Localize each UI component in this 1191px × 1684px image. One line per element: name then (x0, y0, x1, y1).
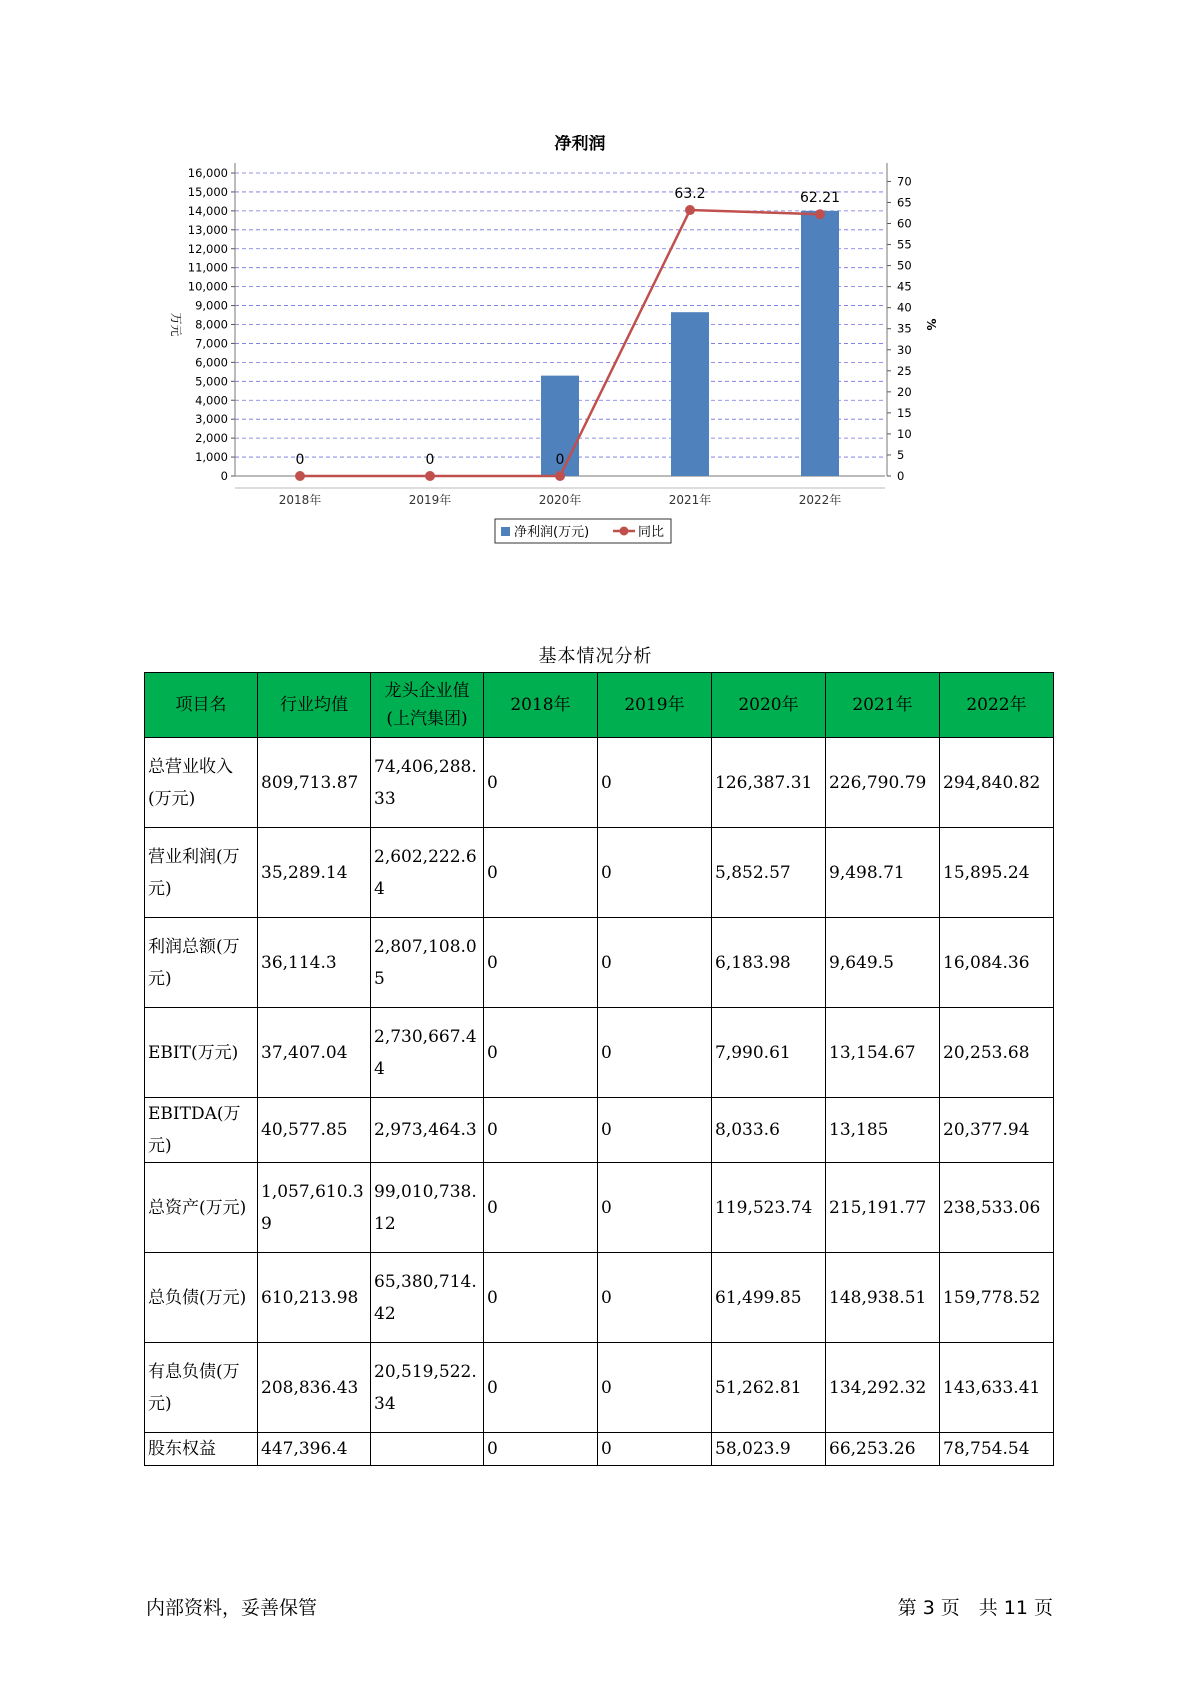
y2-tick-label: 30 (897, 342, 912, 357)
table-header-row (145, 673, 1054, 738)
value-cell: 99,010,738.12 (371, 1163, 484, 1253)
value-cell: 16,084.36 (940, 918, 1054, 1008)
value-cell: 6,183.98 (712, 918, 826, 1008)
y2-tick-label: 10 (897, 426, 912, 441)
confidential-note: 内部资料，妥善保管 (146, 1597, 318, 1619)
value-cell: 58,023.9 (712, 1433, 826, 1466)
value-cell: 1,057,610.39 (258, 1163, 371, 1253)
y2-tick-label: 40 (897, 300, 912, 315)
value-cell: 2,973,464.3 (371, 1098, 484, 1163)
table-row (145, 1253, 1054, 1343)
y-tick-label: 11,000 (187, 260, 228, 275)
value-cell: 0 (484, 738, 598, 828)
table-row (145, 1343, 1054, 1433)
value-cell: 0 (598, 738, 712, 828)
value-cell: 20,253.68 (940, 1008, 1054, 1098)
page-suffix: 页 (1033, 1597, 1053, 1619)
column-header: 龙头企业值(上汽集团) (371, 673, 484, 738)
column-header: 2022年 (940, 673, 1054, 738)
y2-tick-label: 0 (897, 469, 905, 483)
table-row (145, 1008, 1054, 1098)
y-tick-label: 4,000 (195, 393, 228, 408)
page-indicator (892, 1593, 1053, 1620)
value-cell: 61,499.85 (712, 1253, 826, 1343)
value-cell: 2,602,222.64 (371, 828, 484, 918)
value-cell: 0 (484, 828, 598, 918)
row-label-cell: 总营业收入(万元) (145, 738, 258, 828)
column-header: 2021年 (826, 673, 940, 738)
value-cell: 0 (484, 918, 598, 1008)
column-header: 行业均值 (258, 673, 371, 738)
y2-tick-label: 55 (897, 237, 912, 252)
row-label-cell: 营业利润(万元) (145, 828, 258, 918)
y-tick-label: 16,000 (187, 166, 228, 180)
bar (801, 211, 839, 476)
value-cell: 65,380,714.42 (371, 1253, 484, 1343)
y2-tick-label: 5 (897, 447, 905, 462)
column-header: 2020年 (712, 673, 826, 738)
y-tick-label: 8,000 (195, 317, 228, 332)
y2-tick-label: 65 (897, 195, 912, 210)
row-label-cell: 股东权益 (145, 1433, 258, 1466)
value-cell: 8,033.6 (712, 1098, 826, 1163)
value-cell: 143,633.41 (940, 1343, 1054, 1433)
legend-bar-swatch (501, 527, 510, 536)
y2-tick-label: 15 (897, 405, 912, 420)
x-tick-label: 2019年 (408, 493, 452, 507)
value-cell: 9,498.71 (826, 828, 940, 918)
value-cell: 2,807,108.05 (371, 918, 484, 1008)
y-axis-label: 万元 (169, 312, 183, 337)
page-prefix: 第 (897, 1597, 917, 1619)
yoy-data-label: 62.21 (799, 190, 841, 207)
value-cell: 5,852.57 (712, 828, 826, 918)
table-row (145, 1098, 1054, 1163)
y-tick-label: 2,000 (195, 431, 228, 446)
value-cell: 9,649.5 (826, 918, 940, 1008)
value-cell: 215,191.77 (826, 1163, 940, 1253)
y2-axis-label: % (924, 318, 938, 331)
chart-canvas (160, 135, 1060, 595)
value-cell: 0 (598, 1008, 712, 1098)
value-cell: 13,185 (826, 1098, 940, 1163)
value-cell: 0 (598, 828, 712, 918)
yoy-point (555, 471, 565, 481)
y-tick-label: 10,000 (187, 279, 228, 294)
table-row (145, 918, 1054, 1008)
value-cell: 126,387.31 (712, 738, 826, 828)
value-cell: 226,790.79 (826, 738, 940, 828)
y-tick-label: 1,000 (195, 450, 228, 465)
row-label-cell: 总资产(万元) (145, 1163, 258, 1253)
value-cell: 0 (598, 918, 712, 1008)
value-cell: 13,154.67 (826, 1008, 940, 1098)
value-cell: 134,292.32 (826, 1343, 940, 1433)
page-mid: 页 共 (940, 1597, 998, 1619)
column-header: 2019年 (598, 673, 712, 738)
value-cell: 208,836.43 (258, 1343, 371, 1433)
row-label-cell: EBITDA(万元) (145, 1098, 258, 1163)
yoy-point (425, 471, 435, 481)
x-tick-label: 2020年 (538, 493, 582, 507)
value-cell: 78,754.54 (940, 1433, 1054, 1466)
y-tick-label: 13,000 (187, 222, 228, 237)
yoy-data-label: 0 (425, 452, 435, 468)
value-cell (371, 1433, 484, 1466)
x-tick-label: 2021年 (668, 493, 712, 507)
yoy-point (815, 209, 825, 219)
y2-tick-label: 60 (897, 216, 912, 231)
value-cell: 447,396.4 (258, 1433, 371, 1466)
value-cell: 148,938.51 (826, 1253, 940, 1343)
table-row (145, 738, 1054, 828)
y2-tick-label: 20 (897, 384, 912, 399)
y-tick-label: 6,000 (195, 355, 228, 370)
y2-tick-label: 70 (897, 174, 912, 189)
y2-tick-label: 50 (897, 258, 912, 273)
y-tick-label: 9,000 (195, 298, 228, 313)
table-caption: 基本情况分析 (538, 646, 653, 667)
row-label-cell: EBIT(万元) (145, 1008, 258, 1098)
value-cell: 0 (484, 1163, 598, 1253)
value-cell: 0 (598, 1098, 712, 1163)
value-cell: 40,577.85 (258, 1098, 371, 1163)
value-cell: 0 (484, 1008, 598, 1098)
y-tick-label: 3,000 (195, 412, 228, 427)
row-label-cell: 利润总额(万元) (145, 918, 258, 1008)
column-header: 2018年 (484, 673, 598, 738)
y-tick-label: 7,000 (195, 336, 228, 351)
yoy-data-label: 63.2 (674, 186, 706, 203)
value-cell: 20,377.94 (940, 1098, 1054, 1163)
value-cell: 51,262.81 (712, 1343, 826, 1433)
chart-title: 净利润 (554, 135, 606, 154)
value-cell: 809,713.87 (258, 738, 371, 828)
value-cell: 20,519,522.34 (371, 1343, 484, 1433)
value-cell: 35,289.14 (258, 828, 371, 918)
y2-tick-label: 35 (897, 321, 912, 336)
value-cell: 0 (598, 1433, 712, 1466)
basic-analysis-table (144, 672, 1054, 1466)
y-tick-label: 0 (220, 469, 228, 483)
legend-bar-label: 净利润(万元) (514, 525, 590, 540)
value-cell: 0 (484, 1433, 598, 1466)
value-cell: 0 (598, 1163, 712, 1253)
y2-tick-label: 45 (897, 279, 912, 294)
value-cell: 0 (598, 1343, 712, 1433)
value-cell: 0 (598, 1253, 712, 1343)
value-cell: 610,213.98 (258, 1253, 371, 1343)
yoy-data-label: 0 (555, 452, 565, 468)
value-cell: 159,778.52 (940, 1253, 1054, 1343)
y-tick-label: 14,000 (187, 203, 228, 218)
yoy-point (685, 205, 695, 215)
bar (671, 312, 709, 476)
page-current: 3 (922, 1597, 935, 1619)
row-label-cell: 有息负债(万元) (145, 1343, 258, 1433)
page-total: 11 (1003, 1597, 1028, 1619)
value-cell: 7,990.61 (712, 1008, 826, 1098)
x-tick-label: 2018年 (278, 493, 322, 507)
value-cell: 238,533.06 (940, 1163, 1054, 1253)
value-cell: 119,523.74 (712, 1163, 826, 1253)
legend-line-label: 同比 (638, 525, 665, 540)
y-tick-label: 5,000 (195, 374, 228, 389)
value-cell: 37,407.04 (258, 1008, 371, 1098)
value-cell: 36,114.3 (258, 918, 371, 1008)
x-tick-label: 2022年 (798, 493, 842, 507)
value-cell: 74,406,288.33 (371, 738, 484, 828)
y-tick-label: 15,000 (187, 184, 228, 199)
table-row (145, 1433, 1054, 1466)
table-row (145, 828, 1054, 918)
y2-tick-label: 25 (897, 363, 912, 378)
value-cell: 15,895.24 (940, 828, 1054, 918)
row-label-cell: 总负债(万元) (145, 1253, 258, 1343)
value-cell: 0 (484, 1343, 598, 1433)
column-header: 项目名 (145, 673, 258, 738)
table-row (145, 1163, 1054, 1253)
legend-line-marker (620, 527, 629, 536)
value-cell: 0 (484, 1098, 598, 1163)
value-cell: 2,730,667.44 (371, 1008, 484, 1098)
net-profit-chart (160, 135, 1060, 595)
y-tick-label: 12,000 (187, 241, 228, 256)
value-cell: 66,253.26 (826, 1433, 940, 1466)
yoy-data-label: 0 (295, 452, 305, 468)
yoy-point (295, 471, 305, 481)
value-cell: 294,840.82 (940, 738, 1054, 828)
value-cell: 0 (484, 1253, 598, 1343)
